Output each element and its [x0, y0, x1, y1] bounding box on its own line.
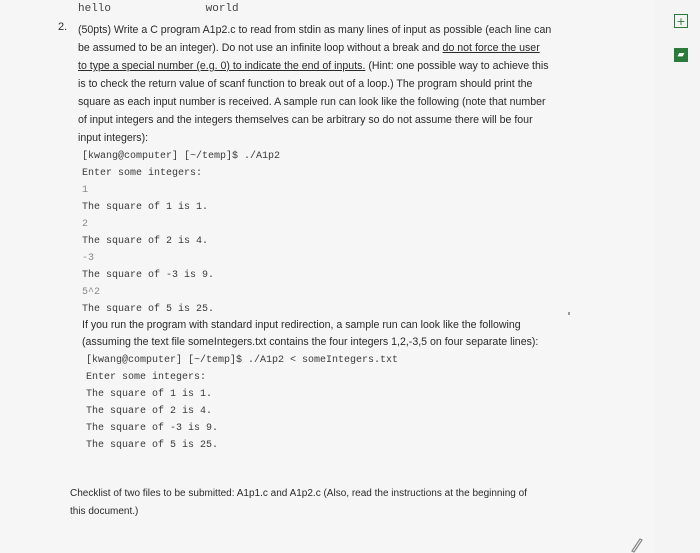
sample-input-line: 1 [82, 185, 89, 196]
sample-run-2 [86, 352, 398, 454]
stray-mark [568, 312, 570, 315]
question-line: be assumed to be an integer). Do not use an infinite loop without a break and do not force the user [78, 42, 540, 54]
question-text [78, 21, 598, 147]
top-text-right: world [205, 3, 239, 15]
top-code-line [78, 3, 239, 15]
sample-run-1 [82, 148, 280, 318]
sample-output-line: [kwang@computer] [~/temp]$ ./A1p2 < someIntegers.txt [86, 355, 399, 366]
sample-output-line: The square of -3 is 9. [86, 423, 219, 434]
question-line: is to check the return value of scanf function to break out of a loop.) The program should print the [78, 78, 533, 90]
sample-output-line: Enter some integers: [86, 372, 207, 383]
sample-output-line: The square of 5 is 25. [82, 304, 215, 315]
sample-input-line: -3 [82, 253, 95, 264]
pencil-icon [630, 537, 644, 553]
sample-output-line: The square of 5 is 25. [86, 440, 219, 451]
checklist-line: Checklist of two files to be submitted: A1p1.c and A1p2.c (Also, read the instructions at the beginning of [70, 488, 527, 499]
underlined-text: do not force the user [442, 42, 540, 54]
underlined-text: to type a special number (e.g. 0) to indicate the end of inputs. [78, 60, 366, 72]
top-text-left: hello [78, 3, 112, 15]
add-box-icon[interactable]: + [674, 14, 688, 28]
sample-output-line: [kwang@computer] [~/temp]$ ./A1p2 [82, 151, 281, 162]
sample-output-line: The square of 2 is 4. [82, 236, 209, 247]
sample-output-line: The square of -3 is 9. [82, 270, 215, 281]
checklist [70, 485, 600, 521]
checklist-line: this document.) [70, 506, 139, 517]
question-line: to type a special number (e.g. 0) to indicate the end of inputs. (Hint: one possible way to achieve this [78, 60, 549, 72]
image-icon[interactable]: ▰ [674, 48, 688, 62]
sample-output-line: The square of 1 is 1. [82, 202, 209, 213]
question-number: 2. [58, 21, 68, 33]
sample-input-line: 5^2 [82, 287, 101, 298]
paragraph-line: (assuming the text file someIntegers.txt contains the four integers 1,2,-3,5 on four separate lines): [82, 336, 539, 348]
question-line: (50pts) Write a C program A1p2.c to read from stdin as many lines of input as possible (each line can [78, 24, 552, 36]
paragraph-line: If you run the program with standard input redirection, a sample run can look like the following [82, 319, 521, 331]
question-line: of input integers and the integers themselves can be arbitrary so do not assume there will be four [78, 114, 533, 126]
sample-output-line: The square of 1 is 1. [86, 389, 213, 400]
sample-input-line: 2 [82, 219, 89, 230]
redirection-paragraph [82, 317, 597, 351]
sample-output-line: Enter some integers: [82, 168, 203, 179]
question-line: input integers): [78, 132, 149, 144]
question-line: square as each input number is received. A sample run can look like the following (note that number [78, 96, 546, 108]
sample-output-line: The square of 2 is 4. [86, 406, 213, 417]
